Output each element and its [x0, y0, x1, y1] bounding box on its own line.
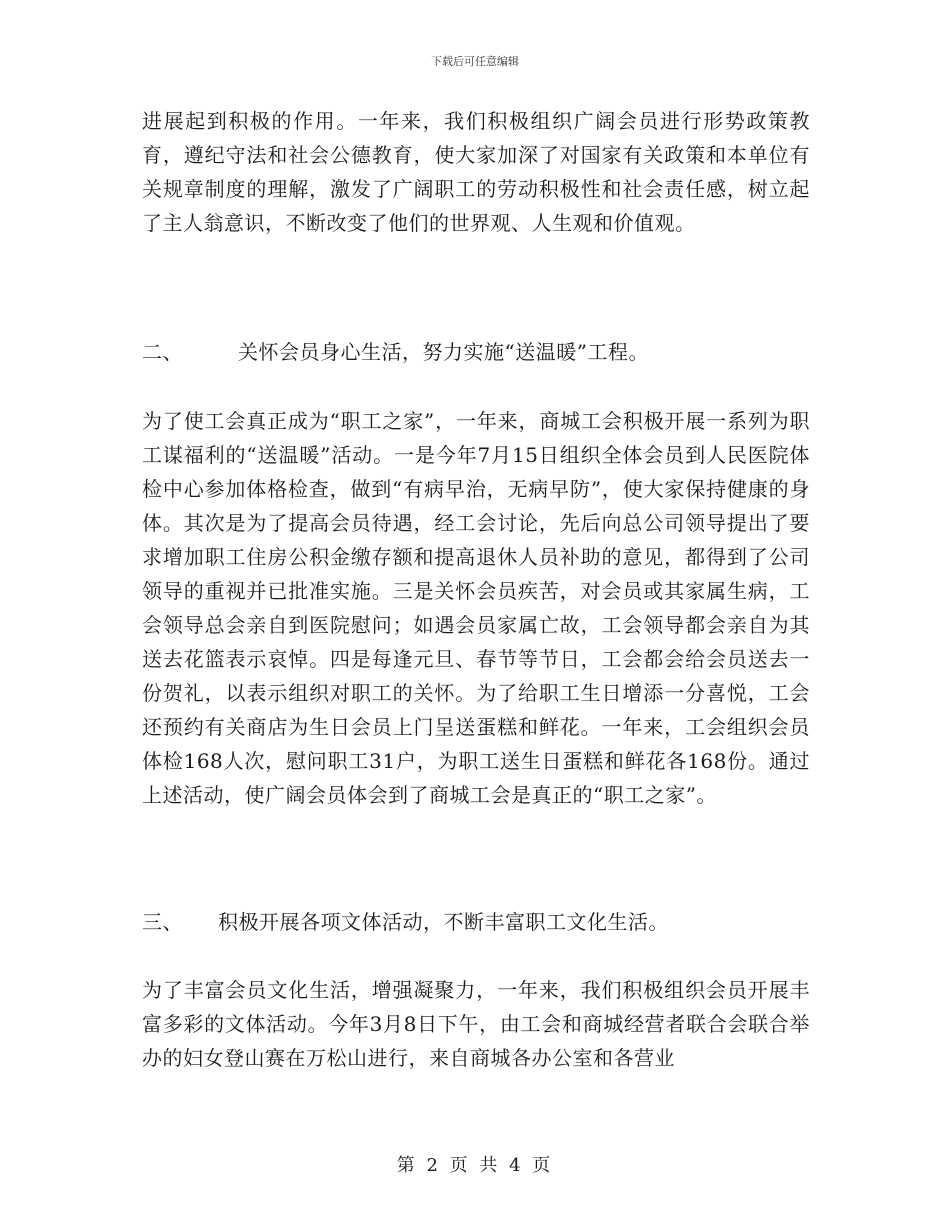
paragraph-3 — [142, 973, 810, 1075]
paragraph-text: 进展起到积极的作用。一年来，我们积极组织广阔会员进行形势政策教育，遵纪守法和社会公德教育，使大家加深了对国家有关政策和本单位有关规章制度的理解，激发了广阔职工的劳动积极性和社会责任感，树立起了主人翁意识，不断改变了他们的世界观、人生观和价值观。 — [142, 109, 810, 235]
header-note: 下载后可任意编辑 — [431, 55, 519, 68]
section-title: 积极开展各项文体活动，不断丰富职工文化生活。 — [218, 910, 669, 934]
section-heading-3 — [142, 905, 810, 939]
paragraph-text: 为了使工会真正成为“职工之家”，一年来，商城工会积极开展一系列为职工谋福利的“送温暖”活动。一是今年7月15日组织全体会员到人民医院体检中心参加体格检查，做到“有病早治，无病早防”，使大家保持健康的身体。其次是为了提高会员待遇，经工会讨论，先后向总公司领导提出了要求增加职工住房公积金缴存额和提高退休人员补助的意见，都得到了公司领导的重视并已批准实施。三是关怀会员疾苦，对会员或其家属生病，工会领导总会亲自到医院慰问；如遇会员家属亡故，工会领导都会亲自为其送去花篮表示哀悼。四是每逢元旦、春节等节日，工会都会给会员送去一份贺礼，以表示组织对职工的关怀。为了给职工生日增添一分喜悦，工会还预约有关商店为生日会员上门呈送蛋糕和鲜花。一年来，工会组织会员体检168人次，慰问职工31户，为职工送生日蛋糕和鲜花各168份。通过上述活动，使广阔会员体会到了商城工会是真正的“职工之家”。 — [142, 409, 810, 807]
section-title: 关怀会员身心生活，努力实施“送温暖”工程。 — [238, 340, 649, 364]
page-number-footer: 第 2 页 共 4 页 — [396, 1155, 554, 1176]
paragraph-2 — [142, 404, 810, 812]
paragraph-1 — [142, 104, 810, 240]
section-number: 三、 — [142, 910, 183, 934]
section-heading-2 — [142, 335, 810, 369]
section-number: 二、 — [142, 340, 183, 364]
paragraph-text: 为了丰富会员文化生活，增强凝聚力，一年来，我们积极组织会员开展丰富多彩的文体活动。今年3月8日下午，由工会和商城经营者联合会联合举办的妇女登山赛在万松山进行，来自商城各办公室和各营业 — [142, 978, 810, 1070]
